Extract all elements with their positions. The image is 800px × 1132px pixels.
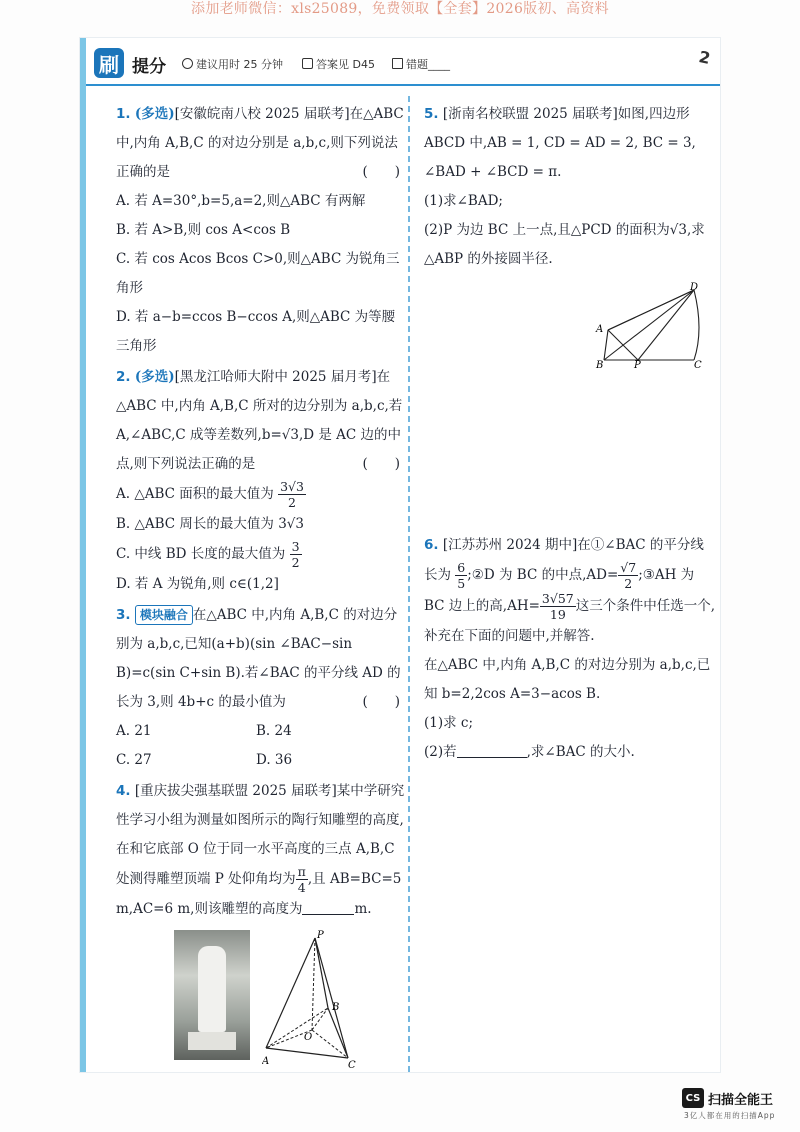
condition-tail: 这三个条件中任选一个,补充在下面的问题中,并解答. [424, 598, 716, 644]
problem-1 [116, 100, 406, 361]
numerator: 3√3 [280, 479, 304, 494]
label-b: B [596, 360, 604, 368]
option-a: A. 21 [116, 723, 152, 739]
statue-photo [174, 930, 250, 1060]
question-2: (2)P 为边 BC 上一点,且△PCD 的面积为√3,求△ABP 的外接圆半径. [424, 222, 705, 267]
option-d: D. 若 a−b=ccos B−ccos A,则△ABC 为等腰三角形 [116, 309, 396, 354]
label-a: A [596, 324, 604, 335]
answer-bracket: ( ) [362, 456, 400, 472]
denominator: 4 [297, 880, 306, 895]
numerator: 3√57 [541, 591, 574, 606]
problem-number: 4. [116, 783, 131, 799]
question-2 [424, 738, 716, 767]
option-a [116, 479, 406, 510]
condition-2: ;②D 为 BC 的中点,AD= [467, 567, 619, 583]
scanner-watermark [682, 1088, 786, 1124]
numerator: π [297, 864, 306, 879]
edge-po [312, 938, 315, 1030]
question-2-post: ,求∠BAC 的大小. [526, 744, 635, 760]
edge-pb [315, 938, 328, 1008]
numerator: 3 [291, 539, 300, 554]
denominator: 2 [291, 555, 300, 570]
label-p: P [634, 360, 641, 368]
problem-3 [116, 601, 406, 775]
fraction [290, 539, 302, 570]
label-d: D [690, 282, 699, 293]
label-a: A [262, 1056, 270, 1067]
problem-number: 3. [116, 607, 131, 623]
options-row [116, 717, 406, 746]
label-c: C [694, 360, 702, 368]
camscanner-logo-icon: CS [682, 1088, 704, 1108]
option-c-text: C. 中线 BD 长度的最大值为 [116, 546, 286, 562]
question-1: (1)求∠BAD; [424, 193, 503, 209]
book-icon [302, 58, 313, 69]
scanner-tagline: 3亿人都在用的扫描App [684, 1111, 776, 1120]
condition-3: ;③AH 为 BC 边上的高,AH= [424, 567, 695, 614]
worksheet-page [80, 38, 720, 1072]
label-o: O [304, 1032, 313, 1043]
question-2-pre: (2)若 [424, 744, 457, 760]
denominator: 5 [457, 576, 466, 591]
option-b: B. △ABC 周长的最大值为 3√3 [116, 516, 304, 532]
denominator: 2 [288, 495, 296, 510]
option-c: C. 若 cos Acos Bcos C>0,则△ABC 为锐角三角形 [116, 251, 400, 296]
option-a-text: A. △ABC 面积的最大值为 [116, 486, 274, 502]
document-icon [392, 58, 403, 69]
left-column [116, 100, 406, 1074]
seg-pd [638, 290, 694, 360]
answer-blank [457, 744, 527, 758]
answer-bracket: ( ) [362, 694, 400, 710]
label-p: P [317, 930, 324, 941]
blank-answer-space [424, 381, 716, 531]
section-title: 提分 [132, 57, 166, 77]
scanner-name: 扫描全能王 [708, 1093, 774, 1108]
error-meta [392, 56, 450, 72]
edge-pc [315, 938, 348, 1058]
problem-text: [重庆拔尖强基联盟 2025 届联考]某中学研究性学习小组为测量如图所示的陶行知雕塑的高度,在和它底部 O 位于同一水平高度的三点 A,B,C 处测得雕塑顶端 P 处仰角均为 [116, 783, 405, 887]
options-row [116, 746, 406, 775]
quadrilateral-diagram [594, 282, 704, 368]
numerator: √7 [620, 560, 637, 575]
clock-icon [182, 58, 193, 69]
multi-choice-tag: (多选) [134, 369, 175, 385]
fraction [618, 560, 638, 591]
label-c: C [348, 1060, 356, 1068]
module-badge: 模块融合 [135, 605, 193, 625]
problem-5 [424, 100, 716, 379]
question-1: (1)求 c; [424, 715, 474, 731]
statue-base [188, 1032, 236, 1050]
problem-text-cont: ,且 AB=BC=5 m,AC=6 m,则该雕塑的高度为 [116, 871, 402, 917]
answer-blank [302, 901, 354, 915]
problem-text: [江苏苏州 2024 期中]在①∠BAC 的平分线长为 [424, 537, 704, 583]
seg-ap [608, 330, 638, 360]
numerator: 6 [457, 560, 466, 575]
answer-bracket: ( ) [362, 164, 400, 180]
option-b: B. 24 [256, 723, 292, 739]
answer-label: 答案见 D45 [316, 58, 375, 71]
watermark-text: 添加老师微信：xls25089，免费领取【全套】2026版初、高资料 [191, 1, 609, 17]
option-c [116, 539, 406, 570]
label-b: B [332, 1002, 340, 1013]
problem-number: 5. [424, 106, 439, 122]
edge-bc [328, 1008, 348, 1058]
unit-label: m. [354, 901, 372, 917]
time-meta [182, 56, 283, 72]
option-d: D. 36 [256, 752, 293, 768]
problem-text: 在△ABC 中,内角 A,B,C 的对边分别为 a,b,c,已知(a+b)(sin ∠BAC−sin B)=c(sin C+sin B).若∠BAC 的平分线 AD 的长为 3,则 4b+c 的最小值为 [116, 607, 401, 710]
section-header [86, 46, 720, 80]
problem-4 [116, 777, 406, 1072]
option-a: A. 若 A=30°,b=5,a=2,则△ABC 有两解 [116, 193, 366, 209]
problem-6 [424, 531, 716, 767]
problem-2 [116, 363, 406, 599]
column-divider [408, 96, 410, 1072]
statue-shape [198, 946, 226, 1032]
right-column [424, 100, 716, 769]
header-divider [86, 84, 720, 86]
error-label: 错题____ [406, 58, 450, 71]
option-d: D. 若 A 为锐角,则 c∈(1,2] [116, 576, 279, 592]
option-b: B. 若 A>B,则 cos A<cos B [116, 222, 291, 238]
multi-choice-tag: (多选) [134, 106, 175, 122]
fraction [278, 479, 306, 510]
problem-number: 1. [116, 106, 131, 122]
fraction [455, 560, 467, 591]
denominator: 19 [549, 607, 566, 622]
problem-text: [黑龙江哈师大附中 2025 届月考]在△ABC 中,内角 A,B,C 所对的边分别为 a,b,c,若 A,∠ABC,C 成等差数列,b=√3,D 是 AC 边的中点,则下列说法正确的是 [116, 369, 403, 472]
edge-ac [266, 1048, 348, 1058]
denominator: 2 [624, 576, 633, 591]
edge-ob [312, 1008, 328, 1030]
problem-body: 在△ABC 中,内角 A,B,C 的对边分别为 a,b,c,已知 b=2,2cos A=3−acos B. [424, 657, 711, 702]
handwritten-mark: 2 [697, 47, 712, 68]
side-ab [604, 330, 608, 360]
problem-number: 6. [424, 537, 439, 553]
answer-meta [302, 56, 375, 72]
fraction [540, 591, 576, 622]
option-c: C. 27 [116, 752, 152, 768]
fraction [296, 864, 308, 895]
problem-text: [浙南名校联盟 2025 届联考]如图,四边形 ABCD 中,AB = 1, CD = AD = 2, BC = 3, ∠BAD + ∠BCD = π. [424, 106, 696, 180]
brush-logo: 刷 [94, 48, 124, 78]
pyramid-diagram [262, 930, 368, 1068]
problem-number: 2. [116, 369, 131, 385]
time-label: 建议用时 25 分钟 [196, 58, 283, 71]
figure-row [116, 930, 406, 1072]
problem-text: [安徽皖南八校 2025 届联考]在△ABC 中,内角 A,B,C 的对边分别是 a,b,c,则下列说法正确的是 [116, 106, 404, 180]
